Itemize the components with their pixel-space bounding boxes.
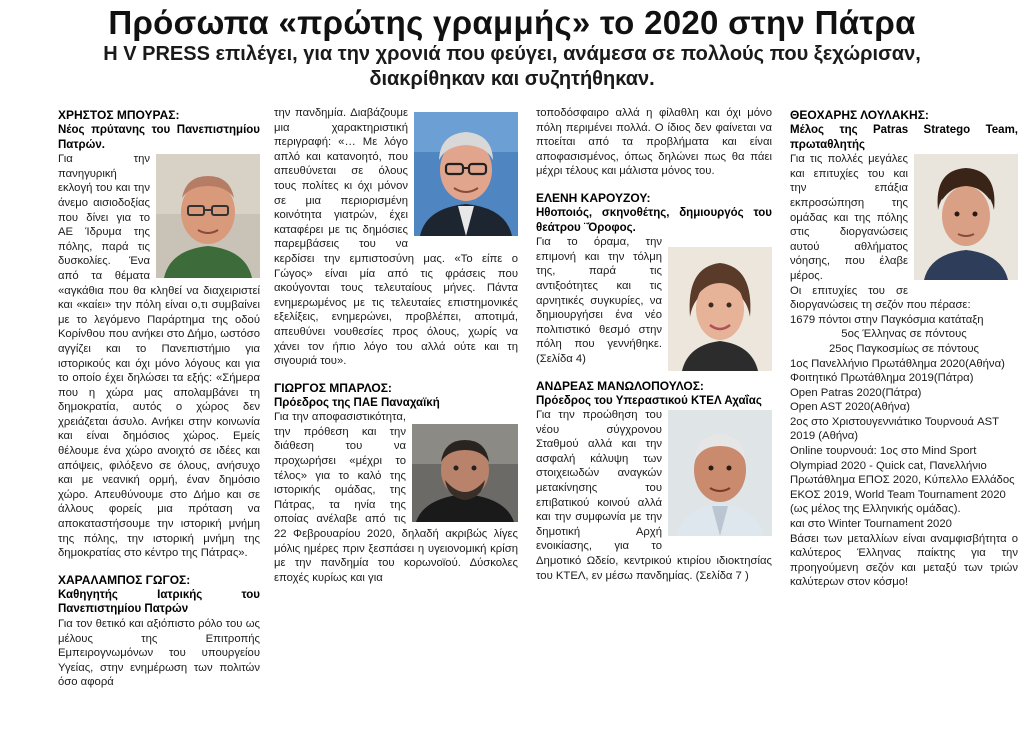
person-role-manolopoulos: Πρόεδρος του Υπεραστικού ΚΤΕΛ Αχαΐας [536, 394, 762, 407]
person-name-gogos: ΧΑΡΑΛΑΜΠΟΣ ΓΩΓΟΣ: [58, 572, 191, 587]
achievements-intro: Οι επιτυχίες του σε διοργανώσεις τη σεζόν που πέρασε: [790, 284, 971, 312]
list-item: 1679 πόντοι στην Παγκόσμια κατάταξη [790, 313, 984, 326]
person-text-karouzou: Για το όραμα, την επιμονή και την τόλμη της, παρά τις αντιξοότητες και τις αρνητικές συγκυρίες, να δημιουργήσει ένα νέο πολιτιστικό θεσμό στην πόλη που γεννήθηκε. (Σελίδα 4) [536, 236, 662, 365]
photo-karouzou [668, 247, 772, 371]
person-text-gogos: Για τον θετικό και αξιόπιστο ρόλο του ως μέλους της Επιτροπής Εμπειρογνωμόνων του υπουργείου Υγείας, στην ενημέρωση των πολιτών όσο αφορά [58, 618, 260, 689]
subtitle-line-1: Η V PRESS επιλέγει, για την χρονιά που φεύγει, ανάμεσα σε πολλούς που ξεχώρισαν, [103, 43, 921, 65]
list-item: 1ος Πανελλήνιο Πρωτάθλημα 2020(Αθήνα) [790, 357, 1005, 370]
column-1 [58, 106, 260, 690]
article-header [0, 0, 1024, 92]
achievements-list [790, 313, 1018, 532]
person-role-barlos: Πρόεδρος της ΠΑΕ Παναχαϊκή [274, 396, 440, 409]
photo-bouras [156, 154, 260, 278]
person-name-karouzou: ΕΛΕΝΗ ΚΑΡΟΥΖΟΥ: [536, 190, 651, 205]
person-text-loulakis: Για τις πολλές μεγάλες και επιτυχίες του και την επάξια εκπροσώπηση της ομάδας και της πόλης στις διοργανώσεις αυτού αθλήματος νόησης, που έλαβε μέρος. [790, 153, 908, 282]
photo-barlos [412, 424, 518, 522]
closing-text: Βάσει των μεταλλίων είναι αναμφισβήτητα ο καλύτερος Έλληνας παίκτης για την προηγούμενη σεζόν και μεταξύ των τριών καλύτερων στον κόσμο! [790, 532, 1018, 589]
person-role-karouzou: Ηθοποιός, σκηνοθέτης, δημιουργός του θεάτρου ¨Όροφος. [536, 206, 772, 234]
photo-gogos [414, 112, 518, 236]
person-text-barlos: Για την αποφασιστικότητα, την πρόθεση και την διάθεση του να προχωρήσει «μέχρι το τέλος» για το καλό της ιστορικής ομάδας, της Πάτρας, τα ηνία της οποίας ανέλαβε από τις 22 Φεβρουαρίου 2020, δηλαδή ακριβώς λίγες μόλις ημέρες πριν ξεσπάσει η υγειονομική κρίση με την πανδημία του κορωνοϊού. Δύσκολες εποχές κυρίως και για [274, 411, 518, 584]
photo-manolopoulos [668, 410, 772, 536]
list-item: Open AST 2020(Αθήνα) [790, 401, 910, 414]
person-role-bouras: Νέος πρύτανης του Πανεπιστημίου Πατρών. [58, 124, 260, 151]
person-text-manolopoulos: Για την προώθηση του νέου σύγχρονου Σταθμού αλλά και την ασφαλή κάλυψη των στοιχειωδών αναγκών μετακίνησης του επιβατικού κοινού αλλά και την συμφωνία με την δημοτική Αρχή ενοικίασης, για το Δημοτικό Ωδείο, κεντρικού κτιρίου ιδιοκτησίας του ΚΤΕΛ, εν μέσω πανδημίας. (Σελίδα 7 ) [536, 409, 772, 582]
person-text-barlos-cont: τοποδόσφαιρο αλλά η φίλαθλη και όχι μόνο πόλη περιμένει πολλά. Ο ίδιος δεν φαίνεται να πτοείται από τα προβλήματα και είναι αποφασισμένος, όπως δηλώνει πως θα πάει μέχρι τέλους και μάλιστα μόνος του. [536, 107, 772, 178]
person-name-loulakis: ΘΕΟΧΑΡΗΣ ΛΟΥΛΑΚΗΣ: [790, 108, 929, 122]
list-item: Online τουρνουά: 1ος στο Mind Sport Olympiad 2020 - Quick cat, Πανελλήνιο Πρωτάθλημα ΕΠΟΣ 2020, Κύπελλο Ελλάδος ΕΚΟΣ 2019, World Team Tournament 2020 (ως μέλος της Ελληνικής ομάδας). [790, 445, 1015, 516]
person-role-gogos: Καθηγητής Ιατρικής του Πανεπιστημίου Πατρών [58, 588, 260, 616]
column-4 [790, 106, 1018, 590]
page-title: Πρόσωπα «πρώτης γραμμής» το 2020 στην Πάτρα [108, 4, 916, 41]
list-item: 25ος Παγκοσμίως σε πόντους [828, 342, 980, 355]
person-name-manolopoulos: ΑΝΔΡΕΑΣ ΜΑΝΩΛΟΠΟΥΛΟΣ: [536, 378, 704, 393]
subtitle-line-2: διακρίθηκαν και συζητήθηκαν. [369, 68, 655, 90]
list-item: Open Patras 2020(Πάτρα) [790, 386, 922, 399]
column-2 [274, 106, 518, 585]
list-item: Φοιτητικό Πρωτάθλημα 2019(Πάτρα) [790, 372, 974, 385]
person-text-gogos-cont: την πανδημία. Διαβάζουμε μια χαρακτηριστική περιγραφή: «… Με λόγο απλό και κατανοητό, που απευθύνεται σε όλους τους πολίτες κι όχι μόνον σε μια περιορισμένη κοινότητα γιατρών, έχει καταφέρει με τις δημόσιες παρεμβάσεις του να κερδίσει την εμπιστοσύνη μας. «Το είπε ο Γώγος» είναι μία από τις φράσεις που ακούγονται τους τελευταίους μήνες. Πάντα ενημερωμένος με τις τελευταίες επιστημονικές εξελίξεις, ενημερώνει, προβλέπει, αποτιμά, απευθύνει νουθεσίες προς όλους, χωρίς να χάνει τον ήπιο λόγο του αλλά ούτε και τη σιγουριά του». [274, 107, 518, 368]
person-role-loulakis: Μέλος της Patras Strategο Team, πρωταθλητής [790, 124, 1018, 151]
person-name-bouras: ΧΡΗΣΤΟΣ ΜΠΟΥΡΑΣ: [58, 108, 180, 122]
list-item: 5ος Έλληνας σε πόντους [841, 328, 967, 341]
photo-loulakis [914, 154, 1018, 280]
column-3 [536, 106, 772, 583]
person-text-bouras: Για την πανηγυρική εκλογή του και την άνεμο αισιοδοξίας που δίνει για το ΑΕ Ίδρυμα της πόλης, παρά τις δυσκολίες. Ένα από τα θέματα «αγκάθια που θα κληθεί να διαχειριστεί και «καίει» την πόλη είναι ο,τι συμβαίνει με το λεγόμενο Παράρτημα της οδού Κορίνθου που ανήκει στο Δήμο, ωστόσο αγγίζει και το Πανεπιστήμιο για ιστορικούς και όχι μόνο λόγους και για το οποίο έχει δηλώσει τα εξής: «Σήμερα που η χώρα μας απολαμβάνει τη δημοκρατία, αυτός ο χώρος δεν χρειάζεται άσυλο. Ανήκει στην κοινωνία και είναι δημόσιος χώρος. Εμείς θέλουμε ένα χώρο ανοιχτό σε ιδέες και απόψεις, φιλόξενο σε όλους, ανήσυχο και με νεανική ορμή, έναν δημόσιο χώρο. Απευθύνουμε στο Δήμο και σε άλλους φορείς μια πρόταση να αποκαταστήσουμε την ιστορική μνήμη της πόλης, την ιστορική μνήμη της δημοκρατίας στο κέντρο της Πάτρας». [58, 153, 260, 560]
list-item: και στο Winter Tournament 2020 [790, 518, 952, 531]
list-item: 2ος στο Χριστουγεννιάτικο Τουρνουά AST 2019 (Αθήνα) [790, 415, 999, 443]
person-name-barlos: ΓΙΩΡΓΟΣ ΜΠΑΡΛΟΣ: [274, 380, 392, 395]
